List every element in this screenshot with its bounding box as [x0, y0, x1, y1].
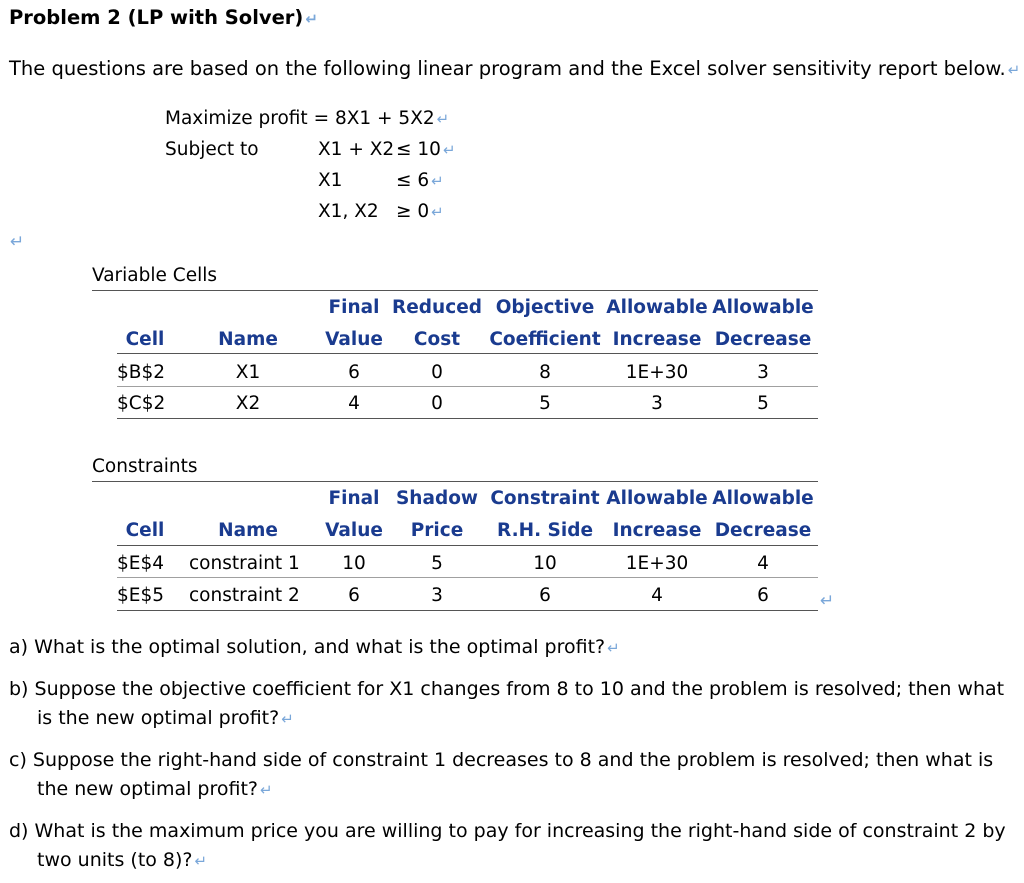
lp-objective: Maximize profit = 8X1 + 5X2 ↵	[165, 108, 450, 129]
vc-row2-cell: $C$2	[117, 393, 166, 414]
vc-row1-coefficient: 8	[539, 362, 551, 383]
vc-row2-decrease: 5	[757, 393, 769, 414]
ct-header-increase: Increase	[612, 520, 702, 541]
ct-row2-increase: 4	[651, 585, 663, 606]
ct-row1-rhs: 10	[533, 553, 557, 574]
return-mark-icon: ↵	[820, 591, 835, 611]
ct-row2-decrease: 6	[757, 585, 769, 606]
vc-row2-cost: 0	[431, 393, 443, 414]
vc-row2-coefficient: 5	[539, 393, 551, 414]
lp-constraint-2-rhs: ≤ 6 ↵	[396, 170, 444, 191]
ct-header-price: Price	[410, 520, 464, 541]
vc-header-decrease: Decrease	[714, 329, 812, 350]
constraints-top-rule	[92, 481, 818, 482]
ct-header-rhs: R.H. Side	[496, 520, 594, 541]
vc-header-reduced: Reduced	[392, 297, 482, 318]
lp-nonneg-lhs: X1, X2	[318, 201, 379, 222]
question-d-line-2: two units (to 8)? ↵	[37, 849, 208, 871]
ct-bottom-rule	[117, 610, 818, 611]
intro-text: The questions are based on the following linear program and the Excel solver sensitivity report below. ↵	[9, 57, 1021, 80]
vc-header-final: Final	[328, 297, 380, 318]
ct-row1-price: 5	[431, 553, 443, 574]
question-b-line-2: is the new optimal profit? ↵	[37, 707, 294, 729]
question-a: a) What is the optimal solution, and what is the optimal profit? ↵	[9, 636, 620, 658]
ct-row2-value: 6	[348, 585, 360, 606]
question-d-line-1: d) What is the maximum price you are willing to pay for increasing the right-hand side of constraint 2 by	[9, 820, 1006, 842]
vc-header-coefficient: Coefficient	[489, 329, 601, 350]
return-mark-icon: ↵	[260, 781, 273, 799]
return-mark-icon: ↵	[194, 852, 208, 870]
return-mark-icon: ↵	[431, 203, 444, 221]
constraints-heading: Constraints	[92, 456, 198, 477]
ct-row2-price: 3	[431, 585, 443, 606]
problem-title: Problem 2 (LP with Solver) ↵	[9, 6, 318, 29]
vc-row1-cost: 0	[431, 362, 443, 383]
lp-nonneg-rhs: ≥ 0 ↵	[396, 201, 444, 222]
ct-row1-decrease: 4	[757, 553, 769, 574]
vc-row1-decrease: 3	[757, 362, 769, 383]
ct-header-name: Name	[218, 520, 278, 541]
ct-header-decrease: Decrease	[714, 520, 812, 541]
vc-header-allowable-1: Allowable	[606, 297, 708, 318]
return-mark-icon: ↵	[1007, 61, 1021, 79]
vc-header-name: Name	[218, 329, 278, 350]
ct-row1-name: constraint 1	[189, 553, 300, 574]
vc-row-rule	[117, 386, 818, 387]
ct-header-final: Final	[328, 488, 380, 509]
ct-row2-rhs: 6	[539, 585, 551, 606]
variable-cells-top-rule	[92, 290, 818, 291]
vc-row1-name: X1	[235, 362, 261, 383]
ct-header-cell: Cell	[125, 520, 165, 541]
return-mark-icon: ↵	[607, 639, 620, 657]
ct-header-rule	[117, 545, 818, 546]
ct-row-rule	[117, 577, 818, 578]
vc-bottom-rule	[117, 418, 818, 419]
lp-constraint-1-rhs: ≤ 10 ↵	[396, 139, 456, 160]
vc-row1-value: 6	[348, 362, 360, 383]
question-b-line-1: b) Suppose the objective coefficient for X1 changes from 8 to 10 and the problem is resolved; then what	[9, 678, 1005, 700]
lp-constraint-1-lhs: X1 + X2	[318, 139, 395, 160]
question-c-line-1: c) Suppose the right-hand side of constraint 1 decreases to 8 and the problem is resolved; then what is	[9, 749, 994, 771]
return-mark-icon: ↵	[281, 710, 294, 728]
return-mark-icon: ↵	[436, 110, 450, 128]
ct-header-constraint: Constraint	[490, 488, 600, 509]
ct-header-shadow: Shadow	[395, 488, 479, 509]
ct-row1-value: 10	[342, 553, 366, 574]
return-mark-icon: ↵	[431, 172, 444, 190]
lp-subject-to: Subject to	[165, 139, 259, 160]
vc-header-cell: Cell	[125, 329, 165, 350]
vc-row2-increase: 3	[651, 393, 663, 414]
vc-row1-cell: $B$2	[117, 362, 166, 383]
ct-row1-cell: $E$4	[117, 553, 164, 574]
vc-header-objective: Objective	[495, 297, 595, 318]
vc-header-increase: Increase	[612, 329, 702, 350]
ct-row2-name: constraint 2	[189, 585, 300, 606]
vc-header-cost: Cost	[413, 329, 461, 350]
vc-header-allowable-2: Allowable	[712, 297, 814, 318]
vc-row2-value: 4	[348, 393, 360, 414]
ct-header-value: Value	[325, 520, 383, 541]
variable-cells-heading: Variable Cells	[92, 265, 218, 286]
ct-row1-increase: 1E+30	[625, 553, 689, 574]
vc-header-value: Value	[325, 329, 383, 350]
empty-paragraph-mark-icon: ↵	[10, 232, 25, 252]
return-mark-icon: ↵	[442, 141, 456, 159]
return-mark-icon: ↵	[305, 10, 318, 28]
lp-constraint-2-lhs: X1	[318, 170, 343, 191]
vc-row1-increase: 1E+30	[625, 362, 689, 383]
ct-header-allowable-1: Allowable	[606, 488, 708, 509]
ct-header-allowable-2: Allowable	[712, 488, 814, 509]
ct-row2-cell: $E$5	[117, 585, 164, 606]
question-c-line-2: the new optimal profit? ↵	[37, 778, 273, 800]
vc-header-rule	[117, 353, 818, 354]
vc-row2-name: X2	[235, 393, 261, 414]
